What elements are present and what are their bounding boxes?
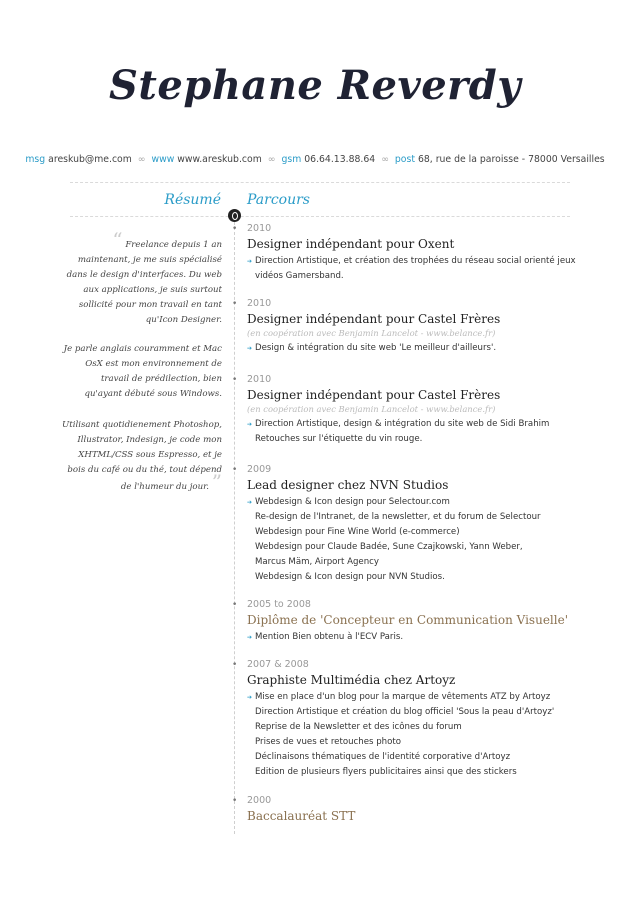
resume-heading: Résumé (164, 192, 221, 208)
entry-title: Lead designer chez NVN Studios (247, 478, 449, 492)
bullet-icon: • (232, 299, 238, 309)
timeline-entry (232, 464, 577, 585)
timeline-entry (232, 599, 577, 645)
post-label: post (394, 154, 415, 165)
timeline-entry (232, 795, 577, 823)
list-item: ➔ Mise en place d'un blog pour la marque de vêtements ATZ by Artoyz (247, 690, 577, 705)
list-item: Prises de vues et retouches photo (255, 737, 401, 747)
resume-paragraph: “ Freelance depuis 1 an maintenant, je me suis spécialisé dans le design d'interfaces. Du web aux applications, je suis surtout sollicité pour mon travail en tant qu'Icon Designer. (66, 228, 222, 325)
timeline-entry (232, 223, 577, 284)
list-item: Edition de plusieurs flyers publicitaires ainsi que des stickers (255, 767, 517, 777)
list-item: Webdesign pour Claude Badée, Sune Czajkowski, Yann Weber, (255, 542, 523, 552)
bullet-icon: • (232, 375, 238, 385)
entry-subtitle: (en coopération avec Benjamin Lancelot - www.belance.fr) (247, 328, 496, 338)
entry-subtitle: (en coopération avec Benjamin Lancelot - www.belance.fr) (247, 404, 496, 414)
close-quote-icon: ” (211, 470, 222, 494)
open-quote-icon: “ (112, 228, 123, 252)
entry-title: Graphiste Multimédia chez Artoyz (247, 673, 456, 687)
resume-paragraph: Je parle anglais couramment et Mac OsX est mon environnement de travail de prédilection, bien qu'ayant débuté sous Windows. (63, 344, 222, 399)
entry-title: Baccalauréat STT (247, 809, 356, 823)
timeline-entry (232, 298, 577, 356)
separator: ∞ (137, 154, 146, 165)
separator: ∞ (381, 154, 389, 165)
list-item: Déclinaisons thématiques de l'identité corporative d'Artoyz (255, 752, 511, 762)
entry-year: 2005 to 2008 (247, 599, 311, 610)
page-title: Stephane Reverdy (109, 62, 521, 109)
list-item: Re-design de l'Intranet, de la newsletter, et du forum de Selectour (255, 512, 541, 522)
www-label: www (151, 154, 175, 165)
entry-title: Designer indépendant pour Oxent (247, 237, 455, 251)
entry-title: Designer indépendant pour Castel Frères (247, 388, 501, 402)
divider (70, 182, 570, 183)
bullet-icon: • (232, 465, 238, 475)
separator: ∞ (267, 154, 276, 165)
gsm-label: gsm (281, 154, 302, 165)
list-item: ➔ Mention Bien obtenu à l'ECV Paris. (247, 630, 577, 645)
entry-year: 2009 (247, 464, 272, 475)
timeline-marker-icon (228, 209, 241, 222)
entry-year: 2010 (247, 223, 272, 234)
website-link[interactable]: www.areskub.com (177, 154, 262, 165)
address: 68, rue de la paroisse - 78000 Versailles (417, 154, 605, 165)
list-item: Webdesign & Icon design pour NVN Studios. (255, 572, 445, 582)
contact-line (0, 154, 630, 165)
entry-title: Designer indépendant pour Castel Frères (247, 312, 501, 326)
timeline-entry (232, 659, 577, 780)
list-item: ➔ Direction Artistique, design & intégration du site web de Sidi Brahim (247, 417, 577, 432)
divider (70, 216, 570, 217)
bullet-icon: • (232, 796, 238, 806)
parcours-heading: Parcours (247, 192, 310, 208)
list-item: ➔ Webdesign & Icon design pour Selectour.com (247, 495, 577, 510)
entry-year: 2010 (247, 374, 272, 385)
list-item: Reprise de la Newsletter et des icônes du forum (255, 722, 462, 732)
entry-year: 2000 (247, 795, 272, 806)
list-item: Retouches sur l'étiquette du vin rouge. (255, 434, 423, 444)
msg-label: msg (25, 154, 46, 165)
list-item: ➔ Design & intégration du site web 'Le meilleur d'ailleurs'. (247, 341, 577, 356)
resume-paragraph: Utilisant quotidienement Photoshop, Illustrator, Indesign, je code mon XHTML/CSS sous Espresso, et je bois du café ou du thé, tout dépend de l'humeur du jour. ” (62, 420, 222, 494)
timeline-line (232, 222, 238, 834)
entry-title: Diplôme de 'Concepteur en Communication Visuelle' (247, 613, 568, 627)
phone-number: 06.64.13.88.64 (304, 154, 376, 165)
list-item: Direction Artistique et création du blog officiel 'Sous la peau d'Artoyz' (255, 707, 555, 717)
bullet-icon: • (232, 660, 238, 670)
list-item: Marcus Mäm, Airport Agency (255, 557, 379, 567)
bullet-icon: • (232, 224, 238, 234)
email-link[interactable]: areskub@me.com (48, 154, 132, 165)
entry-year: 2007 & 2008 (247, 659, 309, 670)
entry-year: 2010 (247, 298, 272, 309)
list-item: ➔ Direction Artistique, et création des trophées du réseau social orienté jeux vidéos Gamersband. (247, 254, 577, 284)
list-item: Webdesign pour Fine Wine World (e-commerce) (255, 527, 460, 537)
timeline-entry (232, 374, 577, 447)
bullet-icon: • (232, 600, 238, 610)
